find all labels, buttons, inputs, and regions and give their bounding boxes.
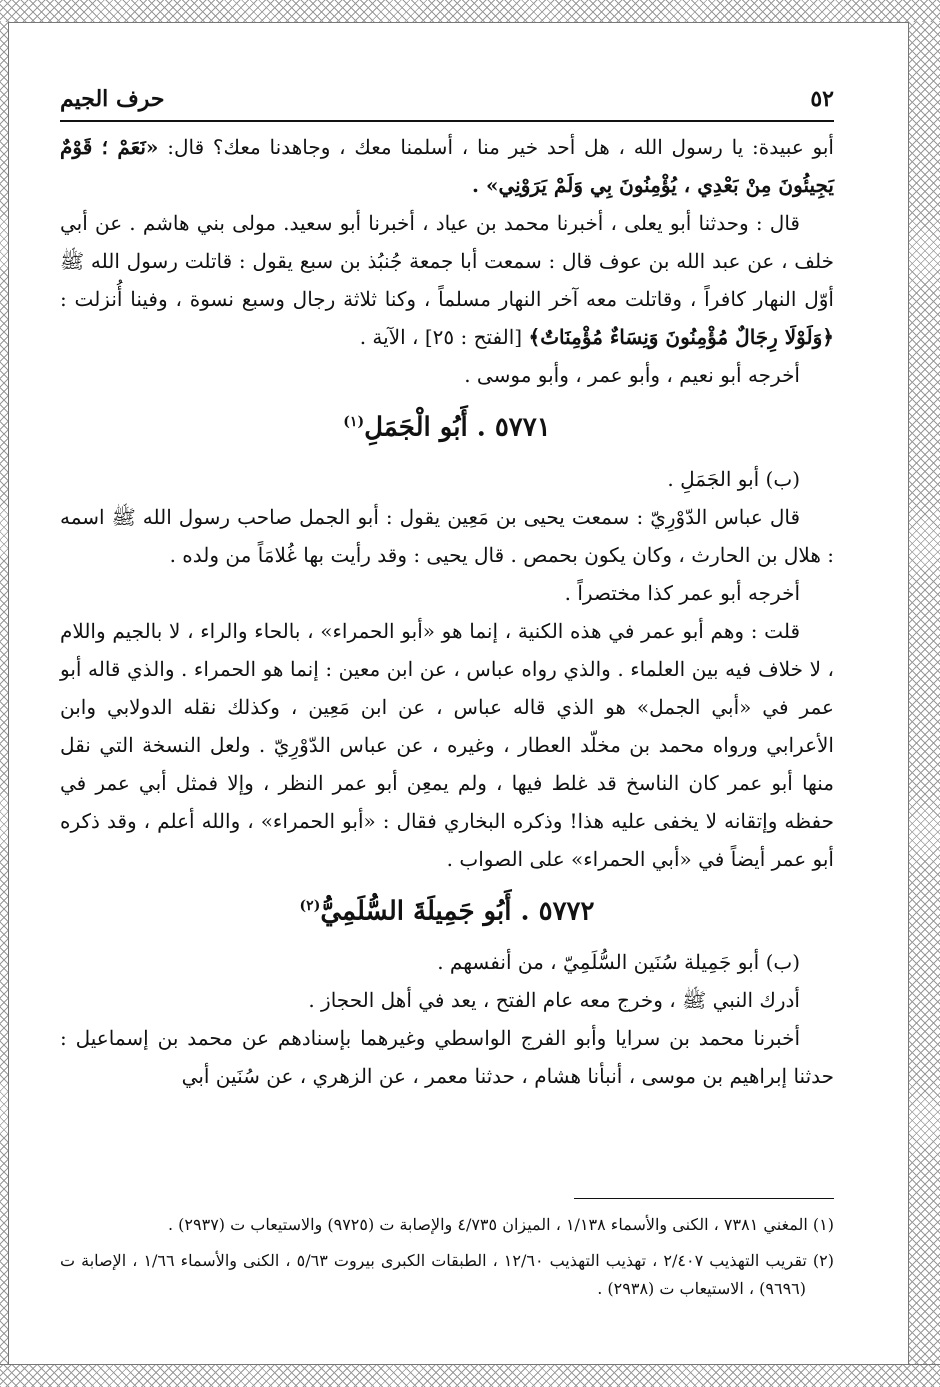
ornamental-border-left (0, 22, 9, 1364)
page-header (60, 84, 834, 122)
paragraph (60, 128, 834, 204)
paragraph: قال عباس الدّوْرِيّ : سمعت يحيى بن مَعِين يقول : أبو الجمل صاحب رسول الله ﷺ اسمه : هلال بن الحارث ، وكان يكون بحمص . قال يحيى : وقد رأيت بها غُلامَاً من ولده . (60, 504, 834, 567)
page-body (60, 128, 834, 1095)
paragraph: أدرك النبي ﷺ ، وخرج معه عام الفتح ، يعد في أهل الحجاز . (308, 988, 800, 1013)
ornamental-border-top (0, 0, 940, 23)
quran-quote: ﴿وَلَوْلَا رِجَالٌ مُؤْمِنُونَ وَنِسَاءٌ مُؤْمِنَاتٌ﴾ (528, 325, 834, 349)
ornamental-border-bottom (0, 1364, 940, 1387)
footnote-marker: (٢) (299, 897, 321, 914)
ornamental-border-right (908, 22, 940, 1364)
paragraph: قلت : وهم أبو عمر في هذه الكنية ، إنما هو «أبو الحمراء» ، بالحاء والراء ، لا بالجيم واللام ، لا خلاف فيه بين العلماء . والذي رواه عباس ، عن ابن معين : إنما هو الحمراء . والذي قاله أبو عمر في «أبي الجمل» هو الذي قاله عباس ، عن ابن مَعِين ، وكذلك نقله الدولابي وابن الأعرابي ورواه محمد بن مخلّد العطار ، وغيره ، عن عباس الدّوْرِيّ . ولعل النسخة التي نقل منها أبو عمر كان الناسخ قد غلط فيها ، ولم يمعِن أبو عمر النظر ، وإلا فمثل أبي عمر في حفظه وإتقانه لا يخفى عليه هذا! وذكره البخاري فقال : «أبو الحمراء» ، والله أعلم ، وقد ذكره أبو عمر أيضاً في «أبي الحمراء» على الصواب . (60, 618, 834, 871)
running-title: حرف الجيم (60, 86, 165, 112)
paragraph: أخرجه أبو نعيم ، وأبو عمر ، وأبو موسى . (464, 363, 800, 387)
page-number: ٥٢ (810, 86, 834, 112)
paragraph-text: أبو عبيدة: يا رسول الله ، هل أحد خير منا ، أسلمنا معك ، وجاهدنا معك؟ قال: (158, 135, 834, 159)
hadith-quote: «نَعَمْ ؛ قَوْمٌ يَجِيئُونَ مِنْ بَعْدِي ، يُؤْمِنُونَ بِي وَلَمْ يَرَوْنِي» . (60, 135, 834, 197)
entry-title: ٥٧٧٢ . أَبُو جَمِيلَةَ السُّلَمِيُّ (320, 896, 595, 927)
paragraph: (ب) أبو جَمِيلة سُنَين السُّلَمِيّ ، من أنفسهم . (437, 950, 800, 975)
entry-title: ٥٧٧١ . أَبُو الْجَمَلِ (364, 412, 551, 443)
entry-heading (60, 402, 834, 448)
footnote: (١) المغني ٧٣٨١ ، الكنى والأسماء ١/١٣٨ ، الميزان ٤/٧٣٥ والإصابة ت (٩٧٢٥) والاستيعاب ت (٢٩٣٧) . (167, 1215, 834, 1234)
footnote: (٢) تقريب التهذيب ٢/٤٠٧ ، تهذيب التهذيب ١٢/٦٠ ، الطبقات الكبرى بيروت ٥/٦٣ ، الكنى والأسماء ١/٦٦ ، الإصابة ت (٩٦٩٦) ، الاستيعاب ت (٢٩٣٨) . (60, 1251, 835, 1298)
footnotes (60, 1198, 834, 1311)
paragraph: (ب) أبو الجَمَلِ . (667, 466, 800, 491)
entry-heading (60, 886, 834, 932)
paragraph: أخبرنا محمد بن سرايا وأبو الفرج الواسطي وغيرهما بإسنادهم عن محمد بن إسماعيل : حدثنا إبراهيم بن موسى ، أنبأنا هشام ، حدثنا معمر ، عن الزهري ، عن سُنَين أبي (60, 1026, 834, 1089)
paragraph (60, 204, 834, 356)
paragraph: أخرجه أبو عمر كذا مختصراً . (564, 580, 800, 605)
page (60, 22, 834, 1364)
paragraph-text: [الفتح : ٢٥] ، الآية . (359, 325, 529, 349)
footnote-divider (574, 1198, 834, 1199)
paragraph-text: قال : وحدثنا أبو يعلى ، أخبرنا محمد بن عياد ، أخبرنا أبو سعيد. مولى بني هاشم . عن أبي خلف ، عن عبد الله بن عوف قال : سمعت أبا جمعة جُنبُذ بن سبع يقول : قاتلت رسول الله ﷺ أوّل النهار كافراً ، وقاتلت معه آخر النهار مسلماً ، وكنا ثلاثة رجال وسبع نسوة ، وفينا أُنزلت : (60, 211, 834, 311)
footnote-marker: (١) (343, 414, 365, 430)
